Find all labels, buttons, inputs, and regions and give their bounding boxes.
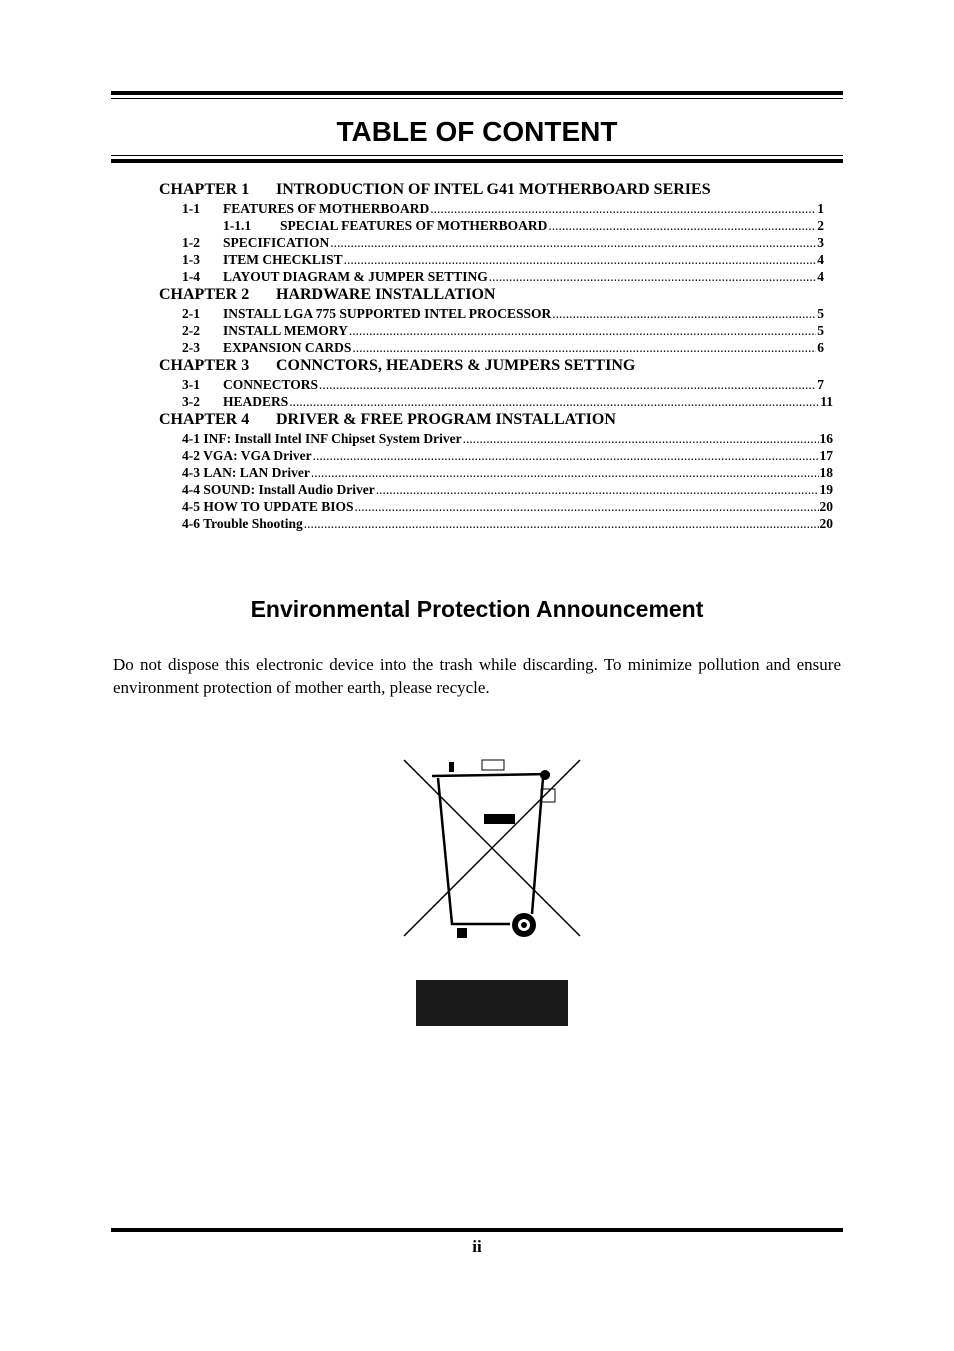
header-rule-bottom	[111, 159, 843, 163]
dot-leader	[489, 268, 816, 285]
environment-text: Do not dispose this electronic device into the trash while discarding. To minimize pollution and ensure environment protection of mother earth, please recycle.	[113, 655, 841, 697]
dot-leader	[304, 515, 819, 532]
chapter-number: CHAPTER 4	[159, 411, 250, 428]
entry-number: 2-3	[182, 340, 200, 355]
toc-entry[interactable]	[159, 251, 824, 268]
chapter-number: CHAPTER 2	[159, 286, 250, 303]
entry-label: 4-4 SOUND: Install Audio Driver	[182, 482, 375, 497]
entry-label: LAYOUT DIAGRAM & JUMPER SETTING	[223, 269, 488, 284]
entry-page: 5	[817, 306, 824, 321]
dot-leader	[430, 200, 816, 217]
dot-leader	[311, 464, 819, 481]
entry-label: 4-5 HOW TO UPDATE BIOS	[182, 499, 354, 514]
chapter-title: HARDWARE INSTALLATION	[276, 286, 496, 303]
entry-number: 1-3	[182, 252, 200, 267]
entry-label: CONNECTORS	[223, 377, 319, 392]
chapter-number: CHAPTER 3	[159, 357, 250, 374]
entry-label: SPECIAL FEATURES OF MOTHERBOARD	[280, 218, 548, 233]
toc-chapter-4[interactable]	[159, 410, 833, 430]
dot-leader	[548, 217, 816, 234]
dot-leader	[289, 393, 819, 410]
entry-number: 1-1.1	[223, 218, 252, 233]
entry-page: 19	[819, 482, 833, 497]
header-rule-bottom-thin	[111, 155, 843, 156]
toc-entry[interactable]	[159, 430, 833, 447]
entry-label: 4-2 VGA: VGA Driver	[182, 448, 312, 463]
dot-leader	[349, 322, 816, 339]
entry-page: 5	[817, 323, 824, 338]
toc-chapter-3[interactable]	[159, 356, 833, 376]
entry-page: 7	[817, 377, 824, 392]
chapter-title: INTRODUCTION OF INTEL G41 MOTHERBOARD SERIES	[276, 181, 711, 198]
toc-chapter-2[interactable]	[159, 285, 833, 305]
toc-entry[interactable]	[159, 305, 824, 322]
entry-label: 4-6 Trouble Shooting	[182, 516, 303, 531]
dot-leader	[352, 339, 816, 356]
toc-entry[interactable]	[159, 200, 824, 217]
entry-page: 1	[817, 201, 824, 216]
toc-entry[interactable]	[159, 447, 833, 464]
entry-page: 16	[819, 431, 833, 446]
dot-leader	[376, 481, 819, 498]
chapter-title: CONNCTORS, HEADERS & JUMPERS SETTING	[276, 357, 636, 374]
environment-title: Environmental Protection Announcement	[250, 596, 704, 622]
toc-chapter-1[interactable]	[159, 180, 833, 200]
entry-number: 3-2	[182, 394, 200, 409]
entry-label: FEATURES OF MOTHERBOARD	[223, 201, 430, 216]
entry-page: 4	[817, 269, 824, 284]
entry-number: 2-1	[182, 306, 200, 321]
header-rule-top-thin	[111, 98, 843, 99]
entry-label: INSTALL MEMORY	[223, 323, 348, 338]
entry-label: 4-1 INF: Install Intel INF Chipset System Driver	[182, 431, 462, 446]
entry-number: 1-2	[182, 235, 200, 250]
dot-leader	[330, 234, 816, 251]
toc-entry[interactable]	[159, 376, 824, 393]
dot-leader	[355, 498, 819, 515]
entry-number: 2-2	[182, 323, 200, 338]
dot-leader	[313, 447, 819, 464]
footer-rule	[111, 1228, 843, 1232]
chapter-number: CHAPTER 1	[159, 181, 250, 198]
entry-page: 3	[817, 235, 824, 250]
entry-page: 20	[819, 499, 833, 514]
entry-page: 17	[819, 448, 833, 463]
entry-label: EXPANSION CARDS	[223, 340, 352, 355]
entry-page: 11	[820, 394, 833, 409]
crossed-out-wheelie-bin-icon	[400, 756, 586, 942]
toc-entry[interactable]	[159, 234, 824, 251]
dot-leader	[319, 376, 816, 393]
weee-solid-bar	[416, 980, 568, 1026]
entry-number: 3-1	[182, 377, 200, 392]
entry-label: ITEM CHECKLIST	[223, 252, 343, 267]
toc-entry[interactable]	[159, 339, 824, 356]
entry-label: HEADERS	[223, 394, 289, 409]
toc-entry[interactable]	[159, 393, 833, 410]
entry-page: 20	[819, 516, 833, 531]
entry-label: SPECIFICATION	[223, 235, 330, 250]
entry-number: 1-4	[182, 269, 200, 284]
toc-entry[interactable]	[159, 515, 833, 532]
toc-entry[interactable]	[159, 322, 824, 339]
entry-page: 18	[819, 465, 833, 480]
dot-leader	[552, 305, 816, 322]
entry-label: 4-3 LAN: LAN Driver	[182, 465, 310, 480]
toc-entry[interactable]	[159, 268, 824, 285]
dot-leader	[344, 251, 817, 268]
toc-entry[interactable]	[159, 498, 833, 515]
toc-entry[interactable]	[159, 481, 833, 498]
chapter-title: DRIVER & FREE PROGRAM INSTALLATION	[276, 411, 616, 428]
dot-leader	[463, 430, 819, 447]
entry-page: 4	[817, 252, 824, 267]
entry-label: INSTALL LGA 775 SUPPORTED INTEL PROCESSOR	[223, 306, 552, 321]
entry-page: 6	[817, 340, 824, 355]
entry-page: 2	[817, 218, 824, 233]
page-title: TABLE OF CONTENT	[336, 116, 618, 147]
toc-entry[interactable]	[159, 217, 824, 234]
toc-entry[interactable]	[159, 464, 833, 481]
table-of-contents	[159, 180, 833, 532]
page-number: ii	[472, 1237, 482, 1256]
entry-number: 1-1	[182, 201, 200, 216]
header-rule-top	[111, 91, 843, 95]
